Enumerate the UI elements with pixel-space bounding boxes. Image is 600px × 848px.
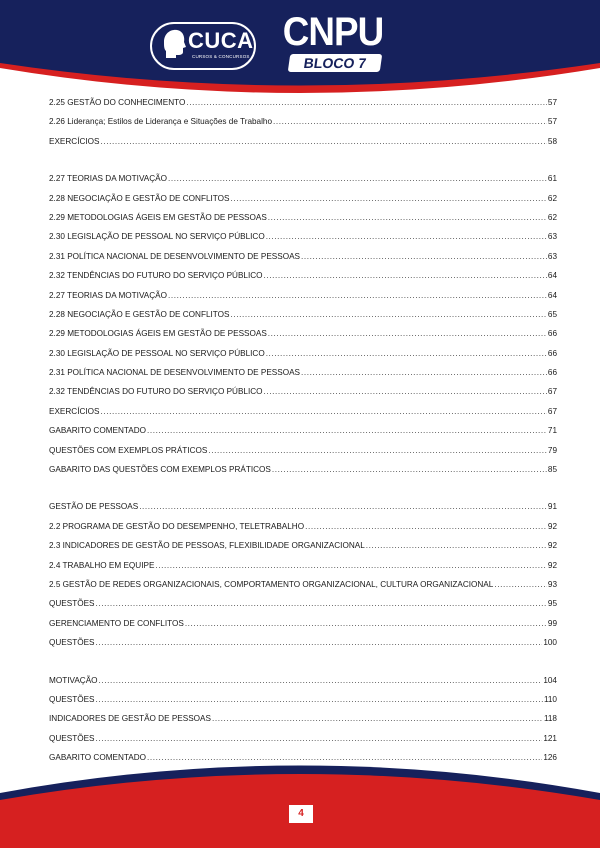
toc-entry[interactable] (49, 349, 557, 368)
toc-entry-title: GABARITO COMENTADO (49, 753, 147, 763)
toc-entry[interactable] (49, 599, 557, 618)
toc-dot-leader (494, 580, 547, 589)
toc-entry-title: 2.30 LEGISLAÇÃO DE PESSOAL NO SERVIÇO PÚBLICO (49, 348, 265, 358)
toc-dot-leader (212, 714, 543, 723)
toc-entry-page: 64 (547, 290, 557, 300)
toc-entry-page: 93 (547, 579, 557, 589)
toc-dot-leader (96, 599, 547, 608)
toc-entry-title: 2.31 POLÍTICA NACIONAL DE DESENVOLVIMENTO DE PESSOAS (49, 368, 301, 378)
toc-entry-page: 99 (547, 618, 557, 628)
toc-entry-title: 2.28 NEGOCIAÇÃO E GESTÃO DE CONFLITOS (49, 193, 230, 203)
toc-entry-title: 2.29 METODOLOGIAS ÁGEIS EM GESTÃO DE PESSOAS (49, 329, 267, 339)
toc-entry-page: 67 (547, 387, 557, 397)
toc-entry[interactable] (49, 561, 557, 580)
toc-dot-leader (185, 619, 547, 628)
toc-entry[interactable] (49, 676, 557, 695)
toc-entry-page: 61 (547, 174, 557, 184)
toc-entry[interactable] (49, 426, 557, 445)
toc-entry-title: GABARITO COMENTADO (49, 426, 147, 436)
table-of-contents (49, 98, 557, 773)
toc-entry-page: 126 (543, 753, 557, 763)
toc-entry[interactable] (49, 465, 557, 484)
toc-entry-title: INDICADORES DE GESTÃO DE PESSOAS (49, 714, 211, 724)
toc-entry[interactable] (49, 310, 557, 329)
toc-dot-leader (208, 446, 547, 455)
toc-group-separator (49, 484, 557, 502)
brand-title: CNPU (282, 10, 384, 54)
toc-entry-page: 63 (547, 251, 557, 261)
toc-entry[interactable] (49, 502, 557, 521)
toc-entry-title: GABARITO DAS QUESTÕES COM EXEMPLOS PRÁTICOS (49, 465, 271, 475)
toc-entry-page: 71 (547, 426, 557, 436)
toc-entry[interactable] (49, 98, 557, 117)
toc-entry-title: 2.31 POLÍTICA NACIONAL DE DESENVOLVIMENTO DE PESSOAS (49, 251, 301, 261)
toc-entry-page: 79 (547, 445, 557, 455)
toc-entry[interactable] (49, 522, 557, 541)
toc-entry-page: 92 (547, 541, 557, 551)
toc-entry-title: 2.29 METODOLOGIAS ÁGEIS EM GESTÃO DE PESSOAS (49, 212, 267, 222)
toc-entry-title: 2.5 GESTÃO DE REDES ORGANIZACIONAIS, COMPORTAMENTO ORGANIZACIONAL, CULTURA ORGANIZACIONAL (49, 579, 494, 589)
toc-entry-page: 63 (547, 232, 557, 242)
toc-dot-leader (273, 117, 547, 126)
toc-entry-title: 2.2 PROGRAMA DE GESTÃO DO DESEMPENHO, TELETRABALHO (49, 521, 305, 531)
toc-entry-page: 104 (543, 675, 557, 685)
toc-entry-page: 66 (547, 368, 557, 378)
toc-dot-leader (301, 368, 547, 377)
toc-group-separator (49, 658, 557, 676)
toc-entry-title: 2.32 TENDÊNCIAS DO FUTURO DO SERVIÇO PÚBLICO (49, 271, 263, 281)
toc-dot-leader (101, 407, 547, 416)
toc-entry-page: 58 (547, 136, 557, 146)
toc-entry[interactable] (49, 619, 557, 638)
toc-entry-title: EXERCÍCIOS (49, 406, 100, 416)
toc-entry-page: 118 (543, 714, 557, 724)
toc-entry-title: QUESTÕES (49, 638, 95, 648)
toc-entry-page: 92 (547, 560, 557, 570)
toc-entry[interactable] (49, 232, 557, 251)
logo-subtitle: CURSOS & CONCURSOS (192, 54, 250, 59)
toc-entry[interactable] (49, 291, 557, 310)
toc-entry-page: 62 (547, 193, 557, 203)
toc-entry[interactable] (49, 541, 557, 560)
toc-entry-title: QUESTÕES COM EXEMPLOS PRÁTICOS (49, 445, 208, 455)
toc-entry-title: 2.28 NEGOCIAÇÃO E GESTÃO DE CONFLITOS (49, 309, 230, 319)
toc-entry-title: 2.3 INDICADORES DE GESTÃO DE PESSOAS, FLEXIBILIDADE ORGANIZACIONAL (49, 541, 365, 551)
toc-dot-leader (266, 349, 547, 358)
toc-entry[interactable] (49, 407, 557, 426)
toc-entry[interactable] (49, 117, 557, 136)
toc-entry[interactable] (49, 695, 557, 714)
toc-entry-page: 67 (547, 406, 557, 416)
toc-entry-page: 121 (543, 733, 557, 743)
toc-dot-leader (230, 310, 546, 319)
footer-banner (0, 748, 600, 848)
toc-entry-page: 57 (547, 117, 557, 127)
toc-dot-leader (147, 426, 547, 435)
toc-entry-title: MOTIVAÇÃO (49, 675, 98, 685)
toc-entry-title: EXERCÍCIOS (49, 136, 100, 146)
toc-entry-title: 2.26 Liderança; Estilos de Liderança e Situações de Trabalho (49, 117, 273, 127)
toc-entry-page: 95 (547, 599, 557, 609)
toc-dot-leader (264, 387, 547, 396)
toc-entry-page: 62 (547, 212, 557, 222)
toc-entry[interactable] (49, 174, 557, 193)
toc-entry[interactable] (49, 194, 557, 213)
toc-entry[interactable] (49, 252, 557, 271)
toc-dot-leader (272, 465, 547, 474)
toc-entry-title: QUESTÕES (49, 599, 95, 609)
toc-entry[interactable] (49, 638, 557, 657)
toc-entry-page: 110 (543, 694, 557, 704)
toc-entry-page: 66 (547, 329, 557, 339)
toc-entry-page: 64 (547, 271, 557, 281)
toc-entry[interactable] (49, 446, 557, 465)
toc-dot-leader (139, 502, 547, 511)
toc-entry[interactable] (49, 368, 557, 387)
toc-dot-leader (186, 98, 547, 107)
toc-entry-page: 57 (547, 98, 557, 107)
toc-dot-leader (99, 676, 543, 685)
toc-entry-title: 2.25 GESTÃO DO CONHECIMENTO (49, 98, 186, 107)
toc-dot-leader (264, 271, 547, 280)
toc-group-separator (49, 156, 557, 174)
toc-entry-title: 2.4 TRABALHO EM EQUIPE (49, 560, 155, 570)
toc-entry-page: 92 (547, 521, 557, 531)
toc-entry[interactable] (49, 387, 557, 406)
toc-entry[interactable] (49, 137, 557, 156)
toc-dot-leader (101, 137, 547, 146)
toc-entry-title: GESTÃO DE PESSOAS (49, 502, 139, 512)
toc-entry-page: 65 (547, 309, 557, 319)
toc-entry[interactable] (49, 714, 557, 733)
toc-dot-leader (168, 291, 547, 300)
toc-dot-leader (96, 734, 543, 743)
brand-subtitle: BLOCO 7 (288, 54, 383, 72)
toc-entry[interactable] (49, 580, 557, 599)
toc-entry[interactable] (49, 213, 557, 232)
toc-dot-leader (168, 174, 547, 183)
toc-entry-title: 2.32 TENDÊNCIAS DO FUTURO DO SERVIÇO PÚBLICO (49, 387, 263, 397)
toc-entry-title: GERENCIAMENTO DE CONFLITOS (49, 618, 184, 628)
toc-dot-leader (301, 252, 547, 261)
toc-dot-leader (366, 541, 547, 550)
page-number: 4 (289, 805, 313, 823)
toc-dot-leader (96, 695, 543, 704)
toc-entry-title: 2.27 TEORIAS DA MOTIVAÇÃO (49, 174, 167, 184)
toc-dot-leader (268, 329, 547, 338)
toc-entry[interactable] (49, 271, 557, 290)
logo-text: CUCA (188, 28, 254, 53)
toc-entry-title: QUESTÕES (49, 733, 95, 743)
toc-entry-title: 2.27 TEORIAS DA MOTIVAÇÃO (49, 290, 167, 300)
toc-entry-page: 100 (543, 638, 557, 648)
toc-dot-leader (268, 213, 547, 222)
toc-dot-leader (266, 232, 547, 241)
toc-dot-leader (96, 638, 543, 647)
toc-dot-leader (155, 561, 546, 570)
toc-entry-title: 2.30 LEGISLAÇÃO DE PESSOAL NO SERVIÇO PÚBLICO (49, 232, 265, 242)
toc-dot-leader (230, 194, 546, 203)
toc-entry-page: 66 (547, 348, 557, 358)
toc-entry-page: 85 (547, 465, 557, 475)
toc-entry-title: QUESTÕES (49, 694, 95, 704)
head-profile-icon (160, 28, 186, 58)
toc-entry-page: 91 (547, 502, 557, 512)
toc-dot-leader (305, 522, 547, 531)
toc-entry[interactable] (49, 329, 557, 348)
